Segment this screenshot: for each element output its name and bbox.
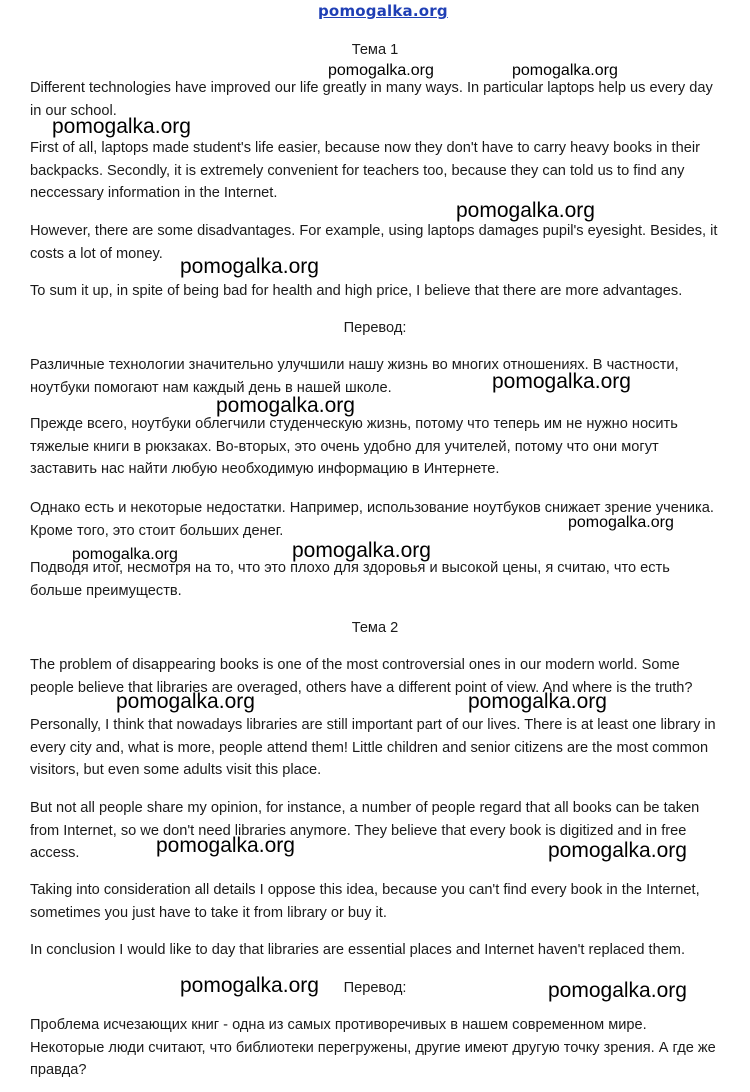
paragraph: First of all, laptops made student's life easier, because now they don't have to carry heavy books in their backpacks. Secondly, it is extremely convenient for teachers too, because they can told us to find any neccessary information in the Internet. xyxy=(30,140,700,202)
watermark: pomogalka.org xyxy=(72,546,178,563)
watermark: pomogalka.org xyxy=(456,199,595,222)
watermark: pomogalka.org xyxy=(156,834,295,857)
paragraph: But not all people share my opinion, for instance, a number of people regard that all books can be taken from Internet, so we don't need libraries anymore. They believe that every book is digitized and in free access. xyxy=(30,800,700,862)
site-link[interactable]: pomogalka.org xyxy=(318,2,448,20)
translation-paragraph: Проблема исчезающих книг - одна из самых противоречивых в нашем современном мире. Некоторые люди считают, что библиотеки перегружены, другие имеют другую точку зрения. А где же правда? xyxy=(30,1017,716,1079)
topic-1-title: Тема 1 xyxy=(351,42,399,58)
translation-paragraph: Однако есть и некоторые недостатки. Например, использование ноутбуков снижает зрение ученика. Кроме того, это стоит больших денег. xyxy=(30,500,714,539)
paragraph: Taking into consideration all details I oppose this idea, because you can't find every book in the Internet, sometimes you just have to take it from library or buy it. xyxy=(30,882,700,921)
watermark: pomogalka.org xyxy=(548,839,687,862)
watermark: pomogalka.org xyxy=(328,62,434,79)
watermark: pomogalka.org xyxy=(292,539,431,562)
paragraph: However, there are some disadvantages. For example, using laptops damages pupil's eyesight. Besides, it costs a lot of money. xyxy=(30,223,718,262)
watermark: pomogalka.org xyxy=(468,690,607,713)
translation-paragraph: Прежде всего, ноутбуки облегчили студенческую жизнь, потому что теперь им не нужно носить тяжелые книги в рюкзаках. Во-вторых, это очень удобно для учителей, потому что они могут заставить нас найти любую необходимую информацию в Интернете. xyxy=(30,416,678,478)
watermark: pomogalka.org xyxy=(216,394,355,417)
paragraph: In conclusion I would like to day that libraries are essential places and Internet haven't replaced them. xyxy=(30,942,686,958)
watermark: pomogalka.org xyxy=(52,115,191,138)
paragraph: To sum it up, in spite of being bad for health and high price, I believe that there are more advantages. xyxy=(30,283,683,299)
watermark: pomogalka.org xyxy=(568,514,674,531)
paragraph: The problem of disappearing books is one of the most controversial ones in our modern world. Some people believe that libraries are overaged, others have a different point of view. And where is the truth? xyxy=(30,657,693,696)
watermark: pomogalka.org xyxy=(512,62,618,79)
translation-paragraph: Различные технологии значительно улучшили нашу жизнь во многих отношениях. В частности, ноутбуки помогают нам каждый день в нашей школе. xyxy=(30,357,679,396)
topic-2-title: Тема 2 xyxy=(351,620,399,636)
watermark: pomogalka.org xyxy=(548,979,687,1002)
watermark: pomogalka.org xyxy=(180,255,319,278)
topic-1-translation-title: Перевод: xyxy=(343,320,407,336)
paragraph: Different technologies have improved our life greatly in many ways. In particular laptops help us every day in our school. xyxy=(30,80,713,119)
watermark: pomogalka.org xyxy=(180,974,319,997)
paragraph: Personally, I think that nowadays libraries are still important part of our lives. There is at least one library in every city and, what is more, people attend them! Little children and senior citizens are the most common visitors, but even some adults visit this place. xyxy=(30,717,716,779)
topic-2-translation-title: Перевод: xyxy=(343,980,407,996)
watermark: pomogalka.org xyxy=(492,370,631,393)
translation-paragraph: Подводя итог, несмотря на то, что это плохо для здоровья и высокой цены, я считаю, что есть больше преимуществ. xyxy=(30,560,670,599)
watermark: pomogalka.org xyxy=(116,690,255,713)
